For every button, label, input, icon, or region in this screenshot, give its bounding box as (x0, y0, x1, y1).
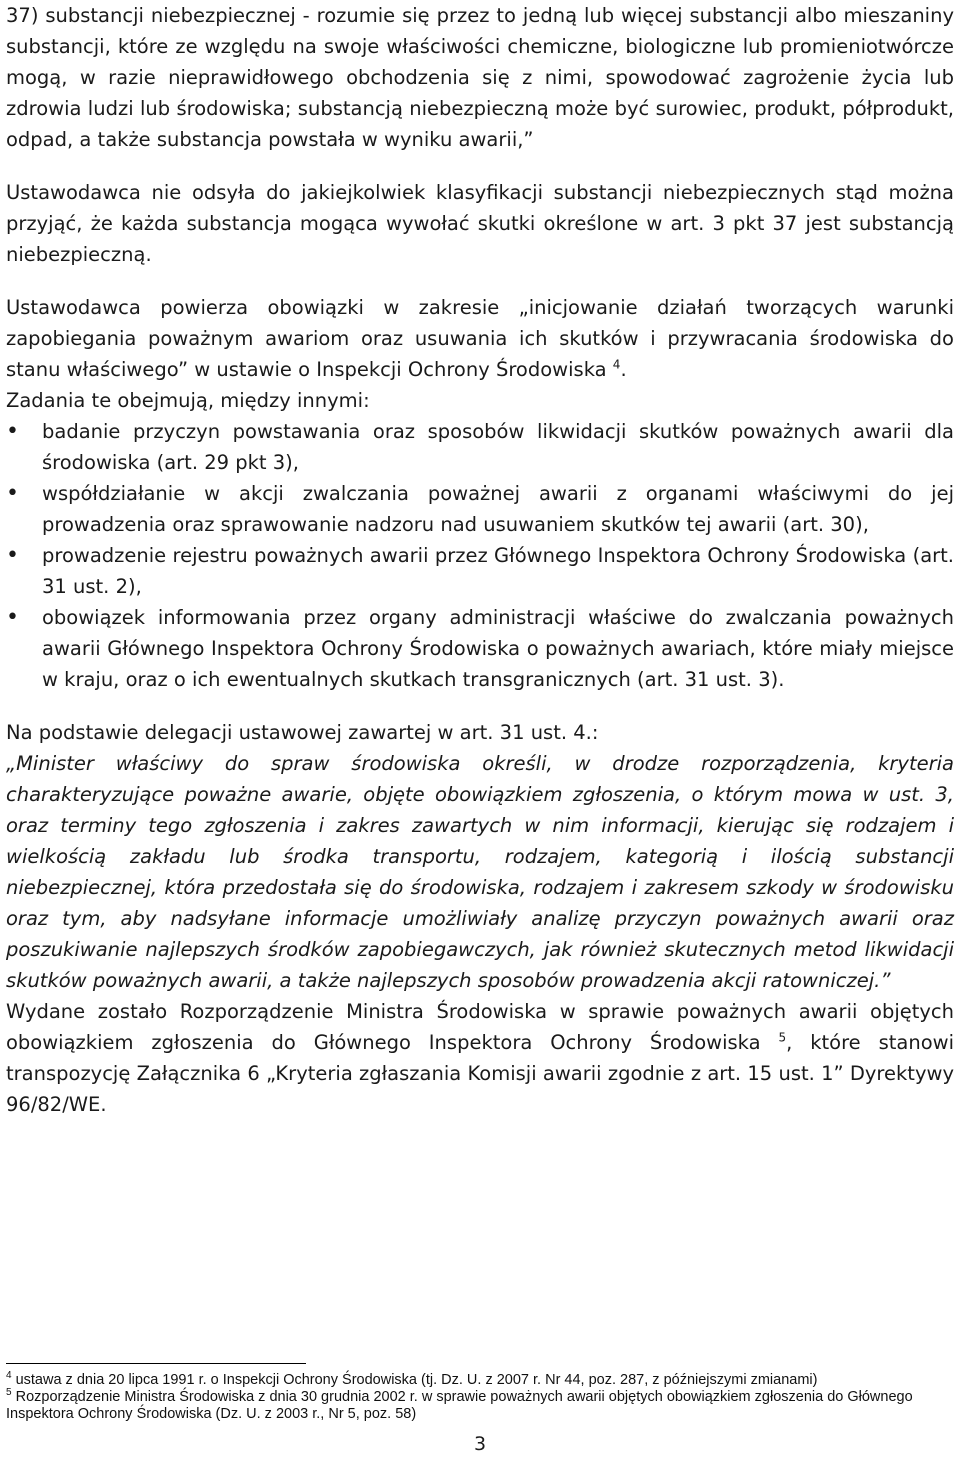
list-item: • obowiązek informowania przez organy administracji właściwe do zwalczania poważnych awarii Głównego Inspektora Ochrony Środowiska o poważnych awariach, które miały miejsce w kraju, oraz o ich ewentualnych skutkach transgranicznych (art. 31 ust. 3). (6, 602, 954, 695)
delegation-intro: Na podstawie delegacji ustawowej zawartej w art. 31 ust. 4.: (6, 721, 599, 744)
list-item: • badanie przyczyn powstawania oraz sposobów likwidacji skutków poważnych awarii dla środowiska (art. 29 pkt 3), (6, 416, 954, 478)
footnote-ref-4[interactable]: 4 (612, 357, 621, 372)
delegation-quote: „Minister właściwy do spraw środowiska określi, w drodze rozporządzenia, kryteria charakteryzujące poważne awarie, objęte obowiązkiem zgłoszenia, o którym mowa w ust. 3, oraz terminy tego zgłoszenia i zakres zawartych w nim informacji, kierując się rodzajem i wielkością zakładu lub środka transportu, rodzajem, kategorią i ilością substancji niebezpiecznej, która przedostała się do środowiska, rodzajem i zakresem szkody w środowisku oraz tym, aby nadsyłane informacje umożliwiały analizę przyczyn poważnych awarii oraz poszukiwanie najlepszych środków zapobiegawczych, jak również skutecznych metod likwidacji skutków poważnych awarii, a także najlepszych sposobów prowadzenia akcji ratowniczej.” (6, 752, 954, 992)
footnote-5 (6, 1389, 954, 1423)
footnote-4-text: ustawa z dnia 20 lipca 1991 r. o Inspekcji Ochrony Środowiska (tj. Dz. U. z 2007 r. Nr 44, poz. 287, z późniejszymi zmianami) (11, 1372, 818, 1388)
definition-paragraph: 37) substancji niebezpiecznej - rozumie się przez to jedną lub więcej substancji albo mieszaniny substancji, które ze względu na swoje właściwości chemiczne, biologiczne lub promieniotwórcze mogą, w razie nieprawidłowego obchodzenia się z nimi, spowodować zagrożenie życia lub zdrowia ludzi lub środowiska; substancją niebezpieczną może być surowiec, produkt, półprodukt, odpad, a także substancja powstała w wyniku awarii,” (6, 4, 954, 151)
page-number: 3 (473, 1433, 487, 1455)
tasks-list (6, 416, 954, 695)
list-item: • prowadzenie rejestru poważnych awarii przez Głównego Inspektora Ochrony Środowiska (art. 31 ust. 2), (6, 540, 954, 602)
legislator-duties-end: . (620, 358, 627, 381)
footnotes (6, 1372, 954, 1423)
footnote-5-number: 5 (6, 1387, 12, 1399)
regulation-paragraph (6, 996, 954, 1120)
document-page (6, 0, 954, 1120)
regulation-text-start: Wydane zostało Rozporządzenie Ministra Środowiska w sprawie poważnych awarii objętych obowiązkiem zgłoszenia do Głównego Inspektora Ochrony Środowiska (6, 1000, 954, 1054)
footnote-4-number: 4 (6, 1370, 12, 1382)
regulation-text-end: , które stanowi transpozycję Załącznika 6 „Kryteria zgłaszania Komisji awarii zgodnie z art. 15 ust. 1” Dyrektywy 96/82/WE. (6, 1031, 954, 1116)
footnote-4 (6, 1372, 954, 1389)
footnote-5-text: Rozporządzenie Ministra Środowiska z dnia 30 grudnia 2002 r. w sprawie poważnych awarii objętych obowiązkiem zgłoszenia do Głównego Inspektora Ochrony Środowiska (Dz. U. z 2003 r., Nr 5, poz. 58) (6, 1389, 913, 1422)
footnote-ref-5[interactable]: 5 (778, 1030, 787, 1045)
tasks-intro: Zadania te obejmują, między innymi: (6, 389, 370, 412)
legislator-duties-paragraph (6, 292, 954, 385)
legislator-classification-paragraph: Ustawodawca nie odsyła do jakiejkolwiek klasyfikacji substancji niebezpiecznych stąd można przyjąć, że każda substancja mogąca wywołać skutki określone w art. 3 pkt 37 jest substancją niebezpieczną. (6, 181, 954, 266)
footnote-divider (6, 1363, 306, 1364)
list-item: • współdziałanie w akcji zwalczania poważnej awarii z organami właściwymi do jej prowadzenia oraz sprawowanie nadzoru nad usuwaniem skutków tej awarii (art. 30), (6, 478, 954, 540)
legislator-duties-text: Ustawodawca powierza obowiązki w zakresie „inicjowanie działań tworzących warunki zapobiegania poważnym awariom oraz usuwania ich skutków i przywracania środowiska do stanu właściwego” w ustawie o Inspekcji Ochrony Środowiska (6, 296, 954, 381)
